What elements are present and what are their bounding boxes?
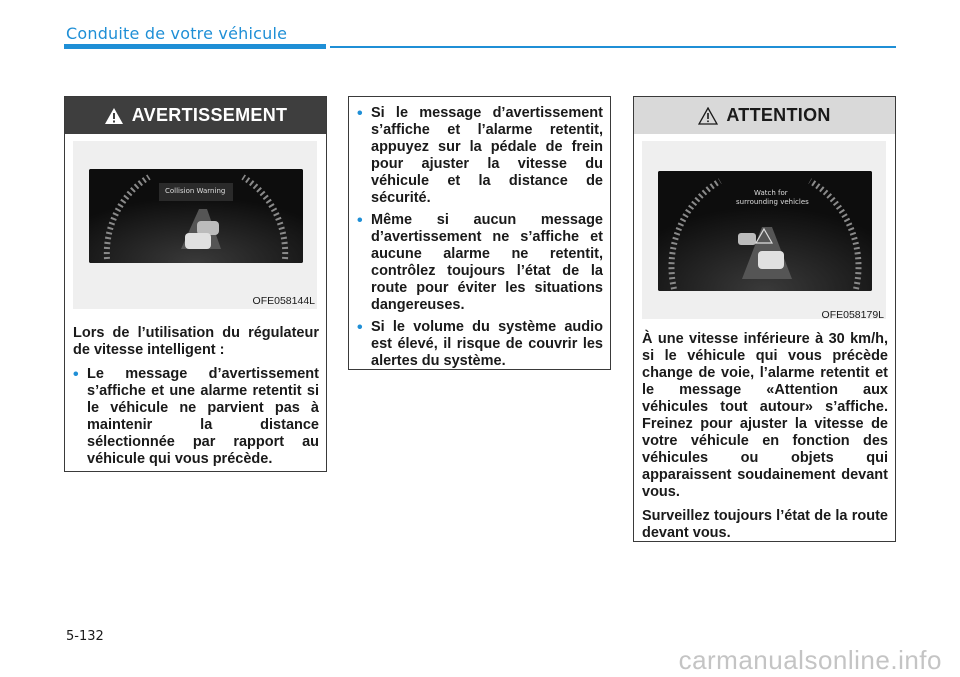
collision-warning-figure: [73, 141, 317, 309]
attention-box: [633, 96, 896, 542]
figure-code: OFE058179L: [821, 309, 884, 321]
bullet-item: • Même si aucun message d’avertissement ne s’affiche et aucune alarme ne retentit, contrôlez toujours l’état de la route pour éviter les situations dangereuses.: [357, 212, 603, 314]
warning-triangle-icon: [698, 107, 718, 125]
warning-header: [65, 97, 326, 134]
page-number: 5-132: [66, 629, 104, 644]
attention-header: [634, 97, 895, 134]
warning-heading: AVERTISSEMENT: [131, 105, 288, 125]
cluster-display: [658, 171, 872, 291]
warning-text: [73, 325, 319, 473]
surrounding-vehicles-figure: [642, 141, 886, 319]
warning-intro: Lors de l’utilisation du régulateur de vitesse intelligent :: [73, 325, 319, 358]
screen-text-line: Watch for: [754, 189, 788, 197]
attention-heading: ATTENTION: [726, 105, 831, 125]
section-title: Conduite de votre véhicule: [66, 24, 288, 43]
continued-warning-text: [357, 105, 603, 375]
screen-text: Collision Warning: [165, 187, 226, 195]
bullet-item: • Si le message d’avertissement s’affiche et l’alarme retentit, appuyez sur la pédale de frein pour ajuster la vitesse du véhicule et la distance de sécurité.: [357, 105, 603, 207]
attention-paragraph: À une vitesse inférieure à 30 km/h, si le véhicule qui vous précède change de voie, l’alarme retentit et le message «Attention aux véhicules tout autour» s’affiche. Freinez pour ajuster la vitesse de votre véhicule en fonction des véhicules ou objets qui apparaissent soudainement devant vous.: [642, 331, 888, 500]
warning-triangle-icon: [104, 107, 124, 125]
warning-bullet: • Le message d’avertissement s’affiche et une alarme retentit si le véhicule ne parvient pas à maintenir la distance sélectionnée par rapport au véhicule qui vous précède.: [73, 366, 319, 468]
bullet-item: • Si le volume du système audio est élevé, il risque de couvrir les alertes du système.: [357, 319, 603, 370]
watermark-bottom: carmanualsonline.info: [678, 645, 942, 675]
continued-warning-box: [348, 96, 611, 370]
header-rule-thin: [330, 46, 896, 48]
attention-paragraph: Surveillez toujours l’état de la route devant vous.: [642, 508, 888, 541]
cluster-display: [89, 169, 303, 263]
figure-code: OFE058144L: [252, 295, 315, 307]
header-rule-thick: [64, 44, 326, 49]
warning-box: [64, 96, 327, 472]
screen-text-line: surrounding vehicles: [736, 198, 809, 206]
attention-text: [642, 331, 888, 549]
